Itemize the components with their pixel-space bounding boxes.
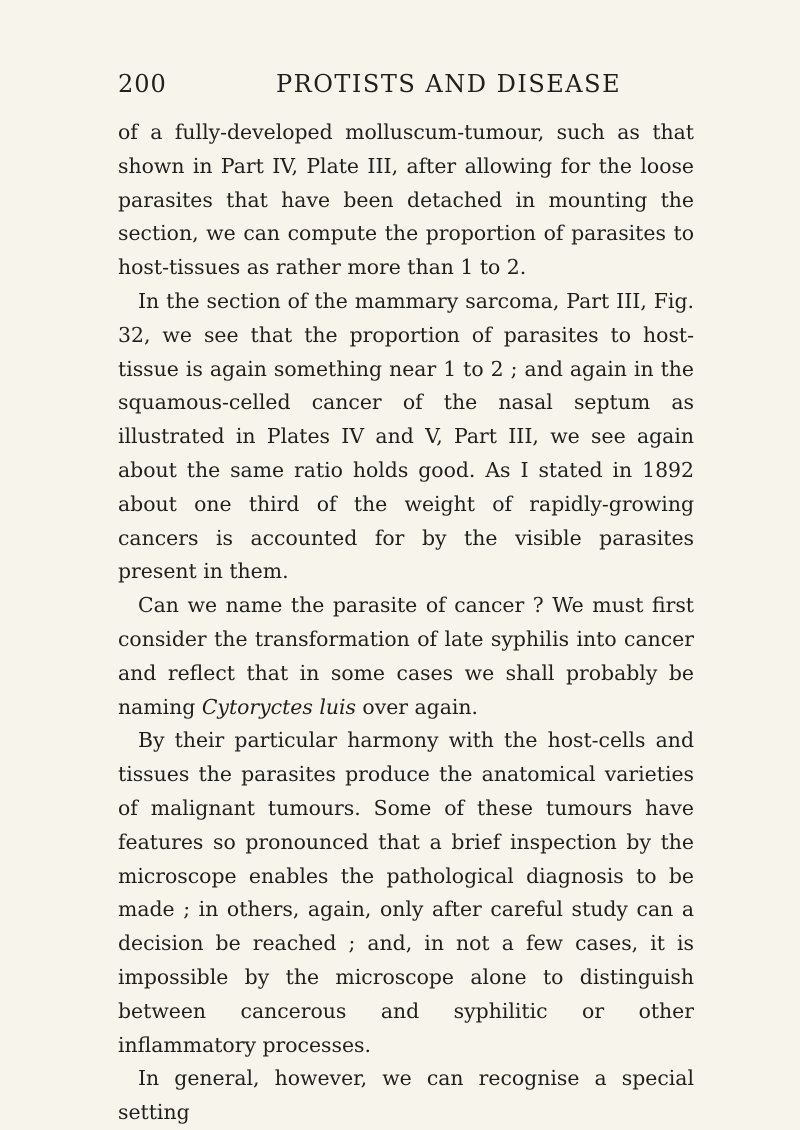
- italic-species-name: Cytoryctes luis: [201, 694, 356, 719]
- body-text: [118, 116, 694, 1130]
- paragraph-3-text-end: over again.: [355, 694, 479, 719]
- paragraph-4: By their particular harmony with the host-cells and tissues the parasites produce the anatomical varieties of malignant tumours. Some of these tumours have features so pronounced that a brief inspection by the microscope enables the pathological diagnosis to be made ; in others, again, only after careful study can a decision be reached ; and, in not a few cases, it is impossible by the microscope alone to distinguish between cancerous and syphilitic or other inflammatory processes.: [118, 728, 694, 1057]
- paragraph-3: [118, 589, 694, 724]
- paragraph-2: In the section of the mammary sarcoma, Part III, Fig. 32, we see that the proportion of parasites to host-tissue is again something near 1 to 2 ; and again in the squamous-celled cancer of the nasal septum as illustrated in Plates IV and V, Part III, we see again about the same ratio holds good. As I stated in 1892 about one third of the weight of rapidly-growing cancers is accounted for by the visible parasites present in them.: [118, 288, 694, 584]
- running-head: [118, 70, 694, 110]
- page-number: 200: [118, 70, 167, 98]
- paragraph-3-text-start: Can we name the parasite of cancer ? We must first consider the transformation of late syphilis into cancer and reflect that in some cases we shall probably be naming: [118, 593, 694, 719]
- running-title: PROTISTS AND DISEASE: [276, 70, 622, 98]
- paragraph-5: In general, however, we can recognise a special setting: [118, 1066, 694, 1125]
- paragraph-1: of a fully-developed molluscum-tumour, such as that shown in Part IV, Plate III, after allowing for the loose parasites that have been detached in mounting the section, we can compute the proportion of parasites to host-tissues as rather more than 1 to 2.: [118, 120, 694, 280]
